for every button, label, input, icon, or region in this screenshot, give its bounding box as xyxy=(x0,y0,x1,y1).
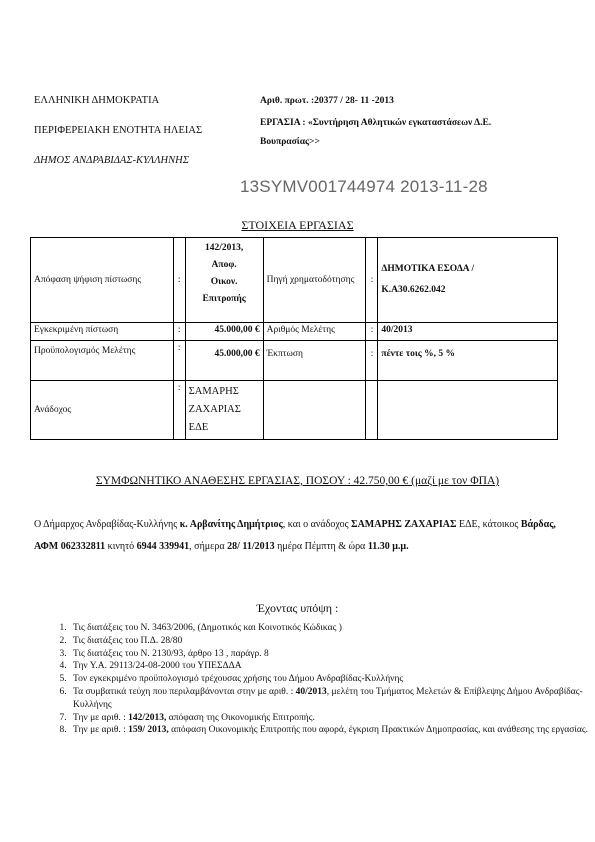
list-item: 6. Τα συμβατικά τεύχη που περιλαμβάνονται στην με αριθ. : 40/2013, μελέτη του Τμήματος Μελετών & Επίβλεψης Δήμου Ανδραβίδας-Κυλλήνης xyxy=(69,686,589,712)
table-row xyxy=(31,381,558,440)
list-item: 2. Τις διατάξεις του Π.Δ. 28/80 xyxy=(69,635,589,648)
study-budget-value: 45.000,00 € xyxy=(185,341,263,381)
protocol-number: Αριθ. πρωτ. :20377 / 28- 11 -2013 xyxy=(260,96,394,106)
funding-source-value: ΔΗΜΟΤΙΚΑ ΕΣΟΔΑ / Κ.Α30.6262.042 xyxy=(378,238,558,323)
colon: : xyxy=(366,238,378,323)
discount-value: πέντε τοις %, 5 % xyxy=(378,341,558,381)
list-item: 1. Τις διατάξεις του Ν. 3463/2006, (Δημοτικός και Κοινοτικός Κώδικας ) xyxy=(69,622,589,635)
work-title-line1: ΕΡΓΑΣΙΑ : «Συντήρηση Αθλητικών εγκαταστάσεων Δ.Ε. xyxy=(260,118,492,128)
agreement-paragraph: Ο Δήμαρχος Ανδραβίδας-Κυλλήνης κ. Αρβανίτης Δημήτριος, και ο ανάδοχος ΣΑΜΑΡΗΣ ΖΑΧΑΡΙΑΣ ΕΔΕ, κάτοικος Βάρδας, ΑΦΜ 062332811 κινητό 6944 339941, σήμερα 28/ 11/2013 ημέρα Πέμπτη & ώρα 11.30 μ.μ. xyxy=(34,519,556,552)
study-budget-label: Προϋπολογισμός Μελέτης xyxy=(31,341,174,381)
colon: : xyxy=(173,381,185,440)
table-row xyxy=(31,341,558,381)
colon: : xyxy=(173,238,185,323)
discount-label: Έκπτωση xyxy=(263,341,366,381)
work-title-line2: Βουπρασίας>> xyxy=(260,137,320,147)
credit-vote-label: Απόφαση ψήφιση πίστωσης xyxy=(31,238,174,323)
list-item: 4. Την Υ.Α. 29113/24-08-2000 του ΥΠΕΣΔΔΑ xyxy=(69,660,589,673)
colon: : xyxy=(366,323,378,341)
list-item: 7. Την με αριθ. : 142/2013, απόφαση της Οικονομικής Επιτροπής. xyxy=(69,712,589,725)
diavgeia-code: 13SYMV001744974 2013-11-28 xyxy=(240,177,488,196)
agreement-title: ΣΥΜΦΩΝΗΤΙΚΟ ΑΝΑΘΕΣΗΣ ΕΡΓΑΣΙΑΣ, ΠΟΣΟΥ : 42.750,00 € (μαζί με τον ΦΠΑ) xyxy=(95,475,500,487)
colon: : xyxy=(173,323,185,341)
contractor-label: Ανάδοχος xyxy=(31,381,174,440)
contractor-value: ΣΑΜΑΡΗΣ ΖΑΧΑΡΙΑΣ ΕΔΕ xyxy=(185,381,263,440)
considering-title: Έχοντας υπόψη : xyxy=(256,601,339,615)
credit-vote-value: 142/2013, Αποφ. Οικον. Επιτροπής xyxy=(185,238,263,323)
considerations-list xyxy=(34,622,589,737)
colon: : xyxy=(173,341,185,381)
region-name: ΠΕΡΙΦΕΡΕΙΑΚΗ ΕΝΟΤΗΤΑ ΗΛΕΙΑΣ xyxy=(34,125,203,136)
section-title: ΣΤΟΙΧΕΙΑ ΕΡΓΑΣΙΑΣ xyxy=(241,218,354,232)
country-name: ΕΛΛΗΝΙΚΗ ΔΗΜΟΚΡΑΤΙΑ xyxy=(34,95,160,106)
list-item: 8. Την με αριθ. : 159/ 2013, απόφαση Οικονομικής Επιτροπής που αφορά, έγκριση Πρακτικών Δημοπρασίας, και ανάθεσης της εργασίας. xyxy=(69,724,589,737)
approved-credit-label: Εγκεκριμένη πίστωση xyxy=(31,323,174,341)
list-item: 3. Τις διατάξεις του Ν. 2130/93, άρθρο 13 , παράγρ. 8 xyxy=(69,648,589,661)
funding-source-label: Πηγή χρηματοδότησης xyxy=(263,238,366,323)
study-number-label: Αριθμός Μελέτης xyxy=(263,323,366,341)
colon: : xyxy=(366,341,378,381)
municipality-name: ΔΗΜΟΣ ΑΝΔΡΑΒΙΔΑΣ-ΚΥΛΛΗΝΗΣ xyxy=(34,155,189,166)
work-details-table xyxy=(30,237,558,440)
list-item: 5. Τον εγκεκριμένο προϋπολογισμό τρέχουσας χρήσης του Δήμου Ανδραβίδας-Κυλλήνης xyxy=(69,673,589,686)
approved-credit-value: 45.000,00 € xyxy=(185,323,263,341)
table-row xyxy=(31,323,558,341)
table-row xyxy=(31,238,558,323)
study-number-value: 40/2013 xyxy=(378,323,558,341)
